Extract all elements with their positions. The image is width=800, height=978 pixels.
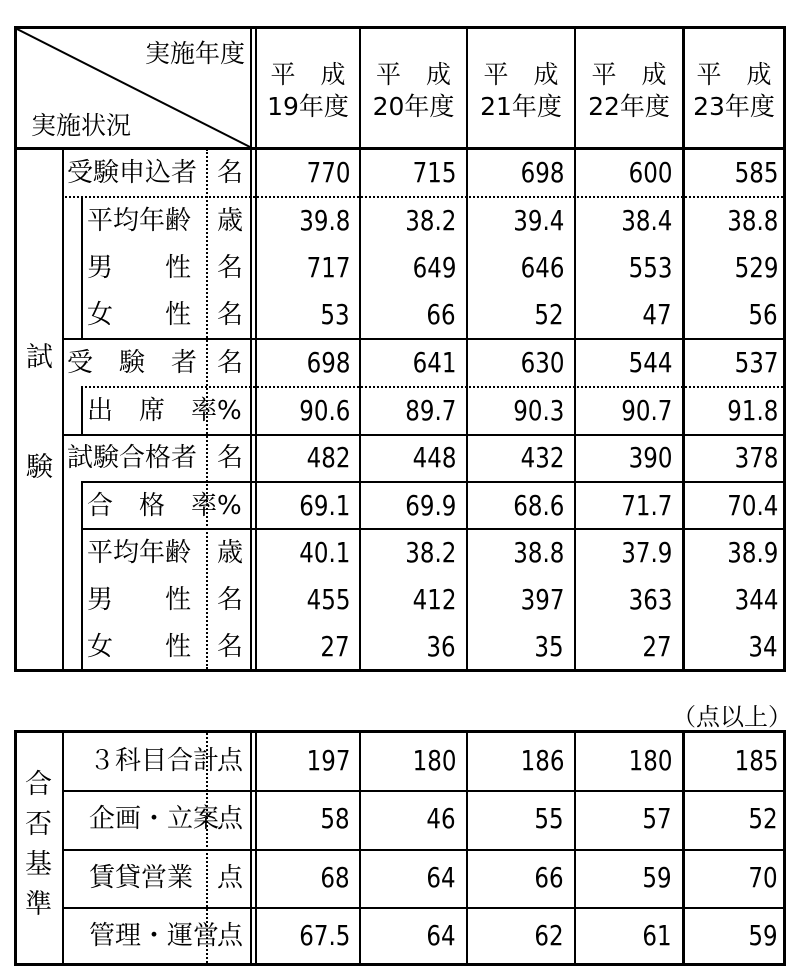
row-unit: 点 — [217, 746, 244, 776]
col-divider — [255, 733, 257, 963]
col-divider — [574, 733, 576, 963]
row-label: 平均年齢 — [87, 205, 192, 236]
value-cell: 89.7 — [404, 393, 456, 427]
row-label: 管理・運営 — [89, 921, 220, 951]
value-cell: 68.6 — [512, 488, 564, 522]
value-cell: 641 — [412, 345, 456, 379]
value-cell: 61 — [642, 919, 672, 952]
pass-group-char: 合 — [25, 769, 52, 800]
value-cell: 363 — [628, 582, 672, 616]
value-cell: 397 — [520, 582, 564, 616]
value-cell: 455 — [306, 582, 350, 616]
row-unit: 点 — [217, 804, 244, 834]
row-divider — [81, 386, 783, 388]
value-cell: 600 — [628, 155, 672, 189]
value-cell: 38.2 — [404, 203, 456, 237]
value-cell: 185 — [734, 744, 778, 777]
value-cell: 544 — [628, 345, 672, 379]
row-unit: % — [217, 490, 242, 521]
value-cell: 68 — [320, 861, 350, 894]
value-cell: 38.9 — [726, 535, 778, 569]
value-cell: 27 — [642, 629, 672, 663]
value-cell: 412 — [412, 582, 456, 616]
row-label: 受 験 者 — [67, 347, 198, 378]
row-label: 平均年齢 — [87, 537, 192, 568]
value-cell: 69.1 — [298, 488, 350, 522]
corner-status-label: 実施状況 — [31, 111, 132, 140]
value-cell: 66 — [426, 297, 456, 331]
row-unit: 名 — [217, 347, 244, 378]
value-cell: 38.2 — [404, 535, 456, 569]
value-cell: 40.1 — [298, 535, 350, 569]
value-cell: 64 — [426, 861, 456, 894]
value-cell: 717 — [306, 250, 350, 284]
value-cell: 36 — [426, 629, 456, 663]
row-unit: 歳 — [217, 537, 244, 568]
value-cell: 59 — [748, 919, 778, 952]
col-divider — [574, 29, 576, 669]
value-cell: 34 — [748, 629, 778, 663]
row-unit: 名 — [217, 631, 244, 662]
pass-group-char: 準 — [25, 889, 52, 920]
value-cell: 90.3 — [512, 393, 564, 427]
col-divider — [682, 29, 685, 669]
value-cell: 38.8 — [726, 203, 778, 237]
row-divider — [62, 196, 783, 198]
value-cell: 39.4 — [512, 203, 564, 237]
value-cell: 37.9 — [620, 535, 672, 569]
value-cell: 53 — [320, 297, 350, 331]
value-cell: 390 — [628, 440, 672, 474]
value-cell: 698 — [520, 155, 564, 189]
value-cell: 62 — [534, 919, 564, 952]
exam-group-char: 験 — [26, 452, 53, 483]
value-cell: 197 — [306, 744, 350, 777]
value-cell: 186 — [520, 744, 564, 777]
header-col-divider — [255, 29, 257, 669]
value-cell: 482 — [306, 440, 350, 474]
year-header: 平 成 22年度 — [588, 60, 670, 121]
value-cell: 70 — [748, 861, 778, 894]
value-cell: 646 — [520, 250, 564, 284]
row-divider — [62, 338, 783, 340]
row-unit: 名 — [217, 584, 244, 615]
subgroup-divider — [81, 197, 83, 339]
row-divider — [62, 790, 783, 792]
year-header: 平 成 20年度 — [372, 60, 455, 121]
row-divider — [81, 528, 783, 530]
col-divider — [466, 29, 468, 669]
value-cell: 180 — [628, 744, 672, 777]
value-cell: 69.9 — [404, 488, 456, 522]
value-cell: 70.4 — [726, 488, 778, 522]
year-header: 平 成 19年度 — [267, 60, 349, 121]
value-cell: 432 — [520, 440, 564, 474]
row-divider — [81, 481, 783, 483]
value-cell: 27 — [320, 629, 350, 663]
value-cell: 46 — [426, 802, 456, 835]
value-cell: 378 — [734, 440, 778, 474]
pass-group-char: 基 — [25, 849, 52, 880]
value-cell: 630 — [520, 345, 564, 379]
year-header: 平 成 21年度 — [480, 60, 562, 121]
header-col-divider — [250, 29, 252, 669]
row-label: 賃貸営業 — [89, 863, 194, 893]
row-unit: 名 — [217, 299, 244, 330]
row-unit: 点 — [217, 863, 244, 893]
value-cell: 52 — [748, 802, 778, 835]
subgroup-divider — [81, 387, 83, 435]
row-label: 出 席 率 — [87, 395, 218, 426]
group-col-divider — [62, 149, 64, 669]
value-cell: 448 — [412, 440, 456, 474]
row-label: 受験申込者 — [67, 157, 198, 188]
value-cell: 770 — [306, 155, 350, 189]
value-cell: 58 — [320, 802, 350, 835]
row-divider — [62, 849, 783, 851]
row-label: ３科目合計 — [89, 746, 220, 776]
corner-year-label: 実施年度 — [145, 39, 246, 68]
value-cell: 67.5 — [298, 919, 350, 952]
row-label: 合 格 率 — [87, 490, 218, 521]
value-cell: 529 — [734, 250, 778, 284]
year-header: 平 成 23年度 — [693, 60, 775, 121]
row-divider — [62, 434, 783, 436]
col-divider — [250, 733, 252, 963]
value-cell: 715 — [412, 155, 456, 189]
value-cell: 47 — [642, 297, 672, 331]
row-label: 男 性 — [87, 584, 192, 615]
row-unit: 点 — [217, 921, 244, 951]
value-cell: 66 — [534, 861, 564, 894]
row-label: 男 性 — [87, 252, 192, 283]
value-cell: 39.8 — [298, 203, 350, 237]
threshold-note: （点以上） — [672, 703, 792, 731]
value-cell: 55 — [534, 802, 564, 835]
row-label: 女 性 — [87, 631, 192, 662]
value-cell: 649 — [412, 250, 456, 284]
value-cell: 35 — [534, 629, 564, 663]
group-col-divider — [62, 733, 64, 963]
pass-criteria-table — [14, 730, 786, 966]
exam-statistics-table — [14, 26, 786, 672]
value-cell: 71.7 — [620, 488, 672, 522]
row-unit: 名 — [217, 442, 244, 473]
value-cell: 537 — [734, 345, 778, 379]
row-label: 試験合格者 — [67, 442, 198, 473]
subgroup-divider — [81, 482, 83, 669]
value-cell: 91.8 — [726, 393, 778, 427]
row-divider — [62, 907, 783, 909]
value-cell: 553 — [628, 250, 672, 284]
value-cell: 90.7 — [620, 393, 672, 427]
row-label: 企画・立案 — [89, 804, 220, 834]
value-cell: 56 — [748, 297, 778, 331]
row-unit: 名 — [217, 157, 244, 188]
col-divider — [466, 733, 468, 963]
value-cell: 344 — [734, 582, 778, 616]
value-cell: 52 — [534, 297, 564, 331]
value-cell: 90.6 — [298, 393, 350, 427]
value-cell: 38.4 — [620, 203, 672, 237]
value-cell: 59 — [642, 861, 672, 894]
exam-group-char: 試 — [26, 342, 53, 373]
row-unit: 名 — [217, 252, 244, 283]
row-label: 女 性 — [87, 299, 192, 330]
pass-group-char: 否 — [25, 809, 52, 840]
col-divider — [359, 29, 361, 669]
value-cell: 180 — [412, 744, 456, 777]
value-cell: 585 — [734, 155, 778, 189]
value-cell: 698 — [306, 345, 350, 379]
row-unit: 歳 — [217, 205, 244, 236]
value-cell: 38.8 — [512, 535, 564, 569]
col-divider — [682, 733, 685, 963]
value-cell: 57 — [642, 802, 672, 835]
col-divider — [359, 733, 361, 963]
row-unit: % — [217, 395, 242, 426]
value-cell: 64 — [426, 919, 456, 952]
